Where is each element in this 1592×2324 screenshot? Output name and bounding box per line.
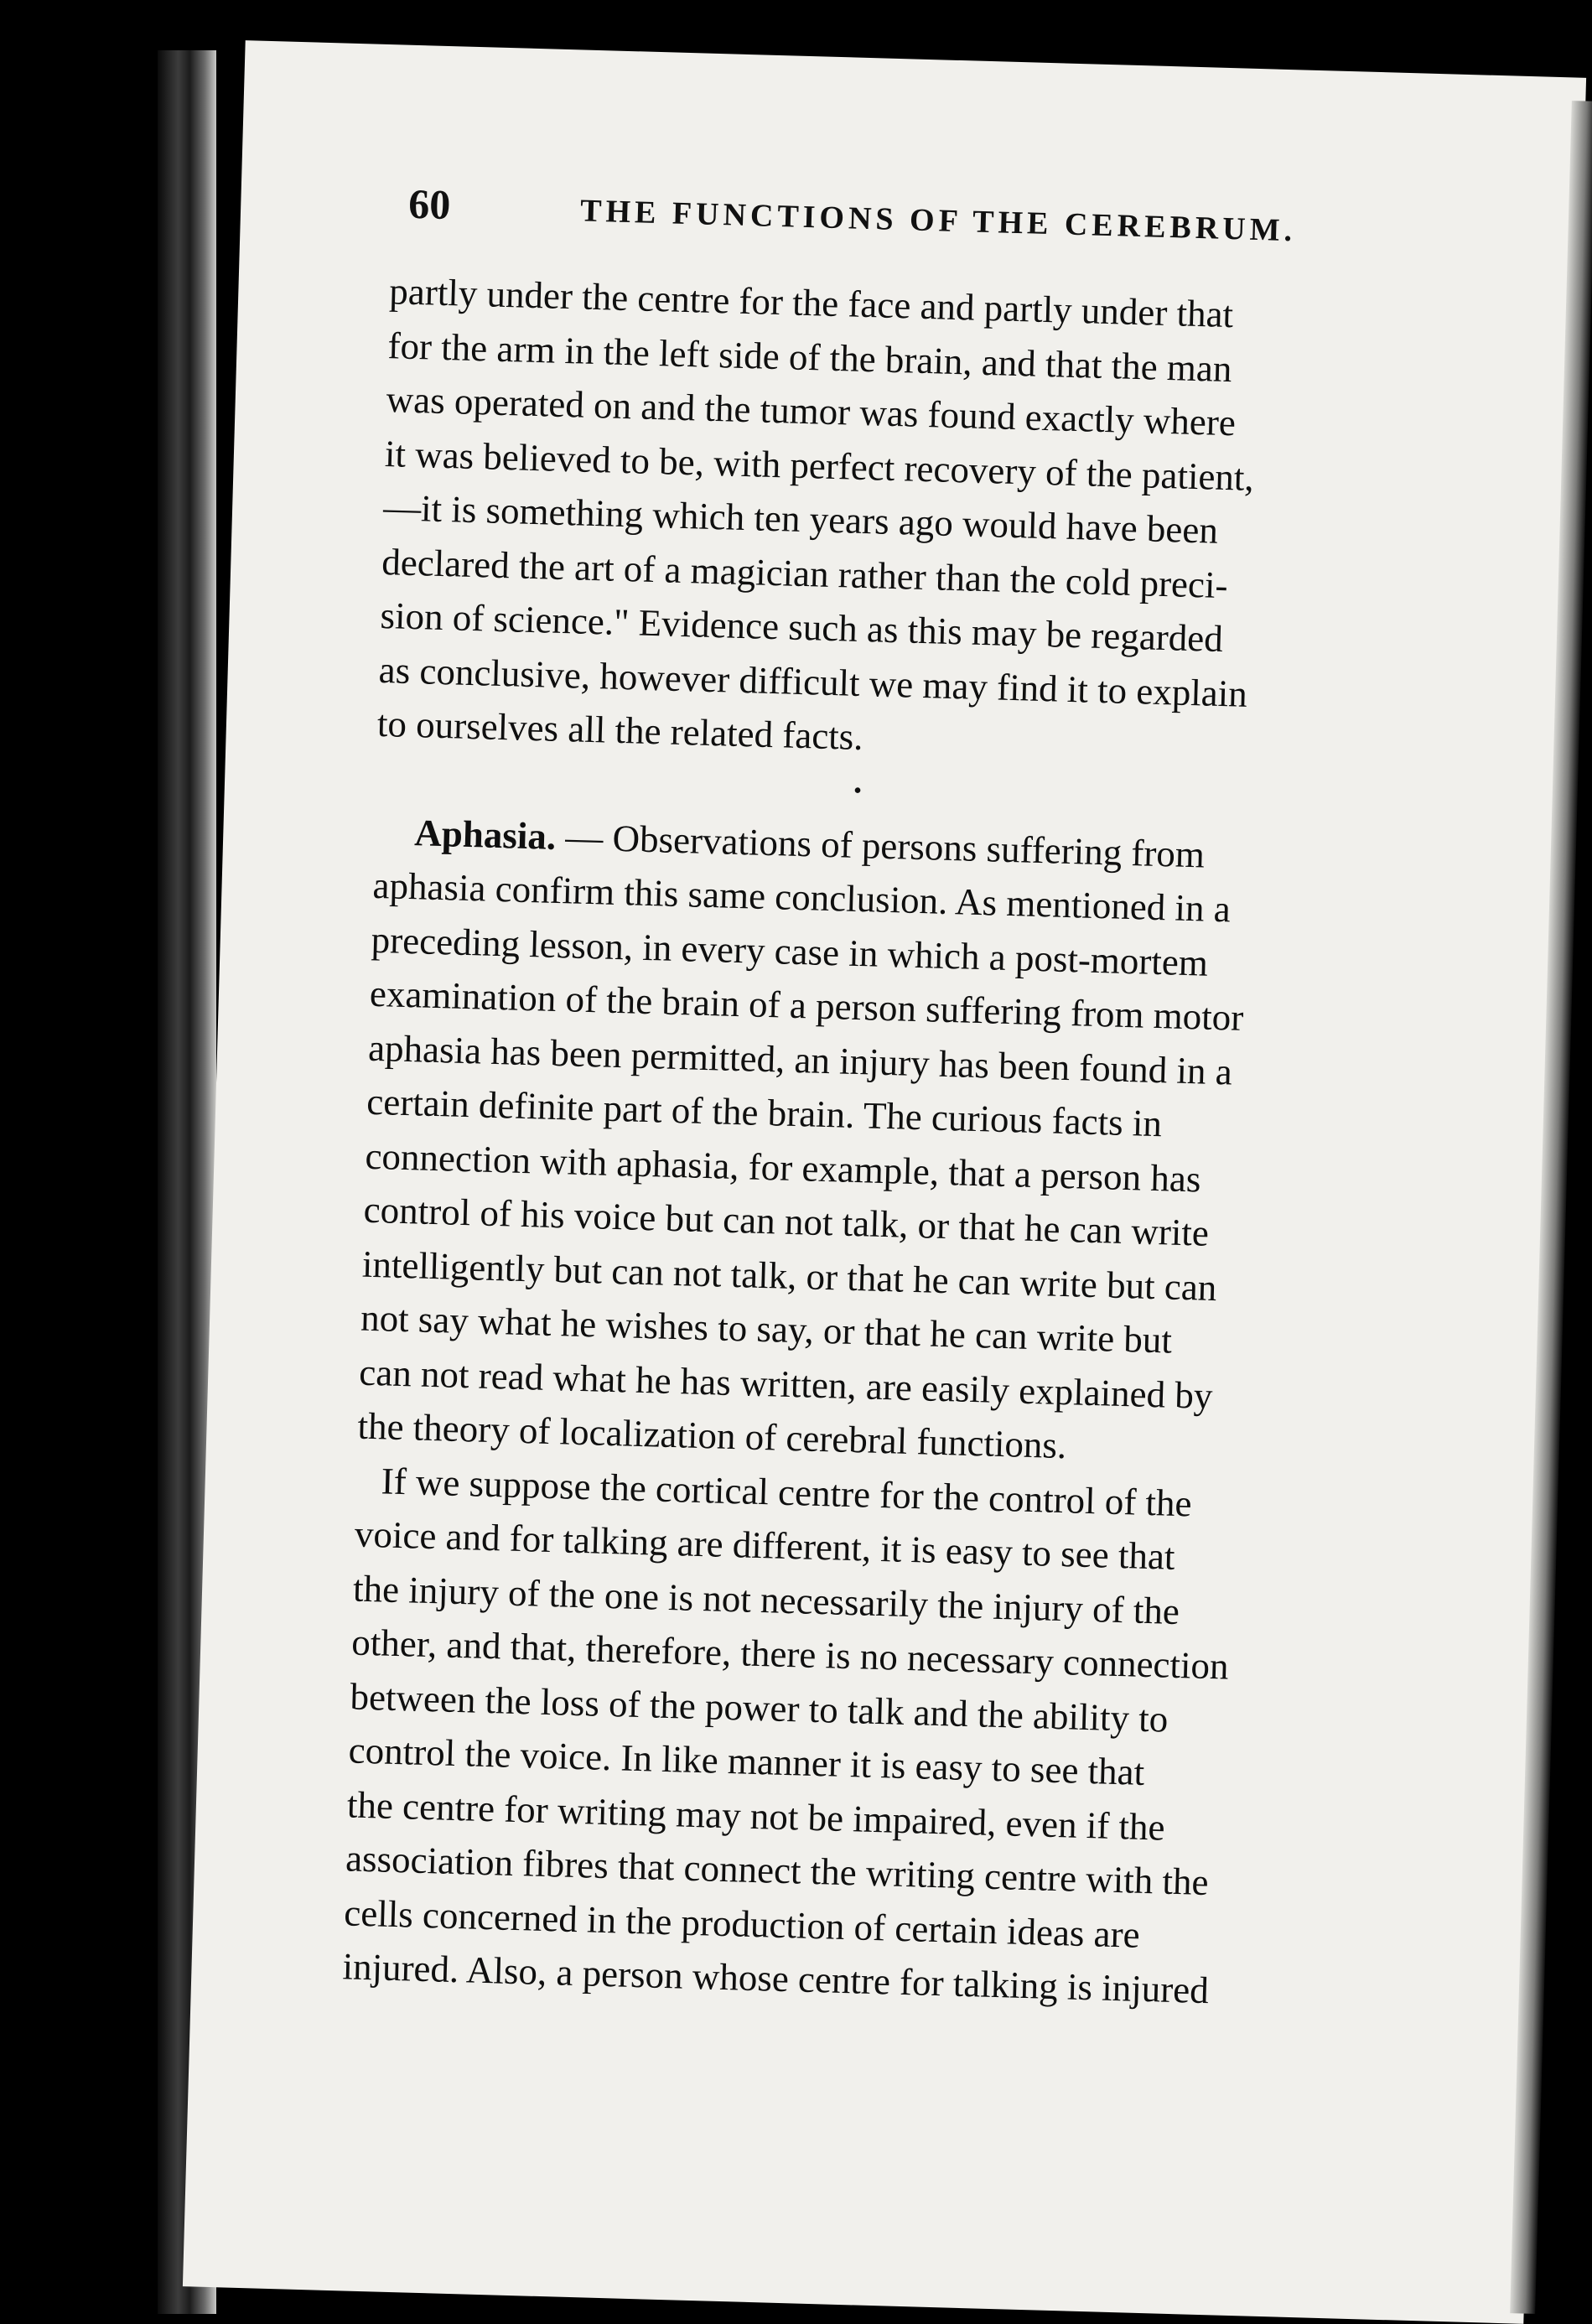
paragraph-aphasia — [357, 804, 1473, 1483]
page-header — [407, 179, 1373, 265]
page-number: 60 — [407, 179, 452, 229]
section-heading-aphasia: Aphasia. — [413, 811, 557, 858]
running-head: THE FUNCTIONS OF THE CEREBRUM. — [579, 193, 1297, 249]
page-body — [342, 264, 1488, 2024]
paragraph-aphasia-text: — Observations of persons suffering from aphasia confirm this same conclusion. As mentioned in a preceding lesson, in every case in which a post-mortem examination of the brain of a person suffering from motor aphasia has been permitted, an injury has been found in a certain definite part of the brain. The curious facts in connection with aphasia, for example, that a person has control of his voice but can not talk, or that he can write intelligently but can not talk, or that he can write but can not say what he wishes to say, or that he can write but can not read what he has written, are easily explained by the theory of localization of cerebral functions. — [356, 815, 1244, 1467]
book-page — [183, 40, 1586, 2324]
separator-dot: • — [853, 777, 863, 804]
paragraph-continuation: partly under the centre for the face and partly under that for the arm in the left side of the brain, and that the man was operated on and the tumor was found exactly where it was believed to be, with perfect recovery of the patient, —it is something which ten years ago would have been declared the art of a magician rather than the cold preci- sion of science." Evidence such as this may be regarded as conclusive, however difficult we may find it to explain to ourselves all the related facts. — [376, 270, 1255, 759]
paragraph-cortical-centre: If we suppose the cortical centre for the control of the voice and for talking are different, it is easy to see that the injury of the one is not necessarily the injury of the other, and that, therefore, there is no necessary connection between the loss of the power to talk and the ability to control the voice. In like manner it is easy to see that the centre for writing may not be impaired, even if the association fibres that connect the writing centre with the cells concerned in the production of certain ideas are injured. Also, a person whose centre for talking is injured — [341, 1459, 1230, 2012]
